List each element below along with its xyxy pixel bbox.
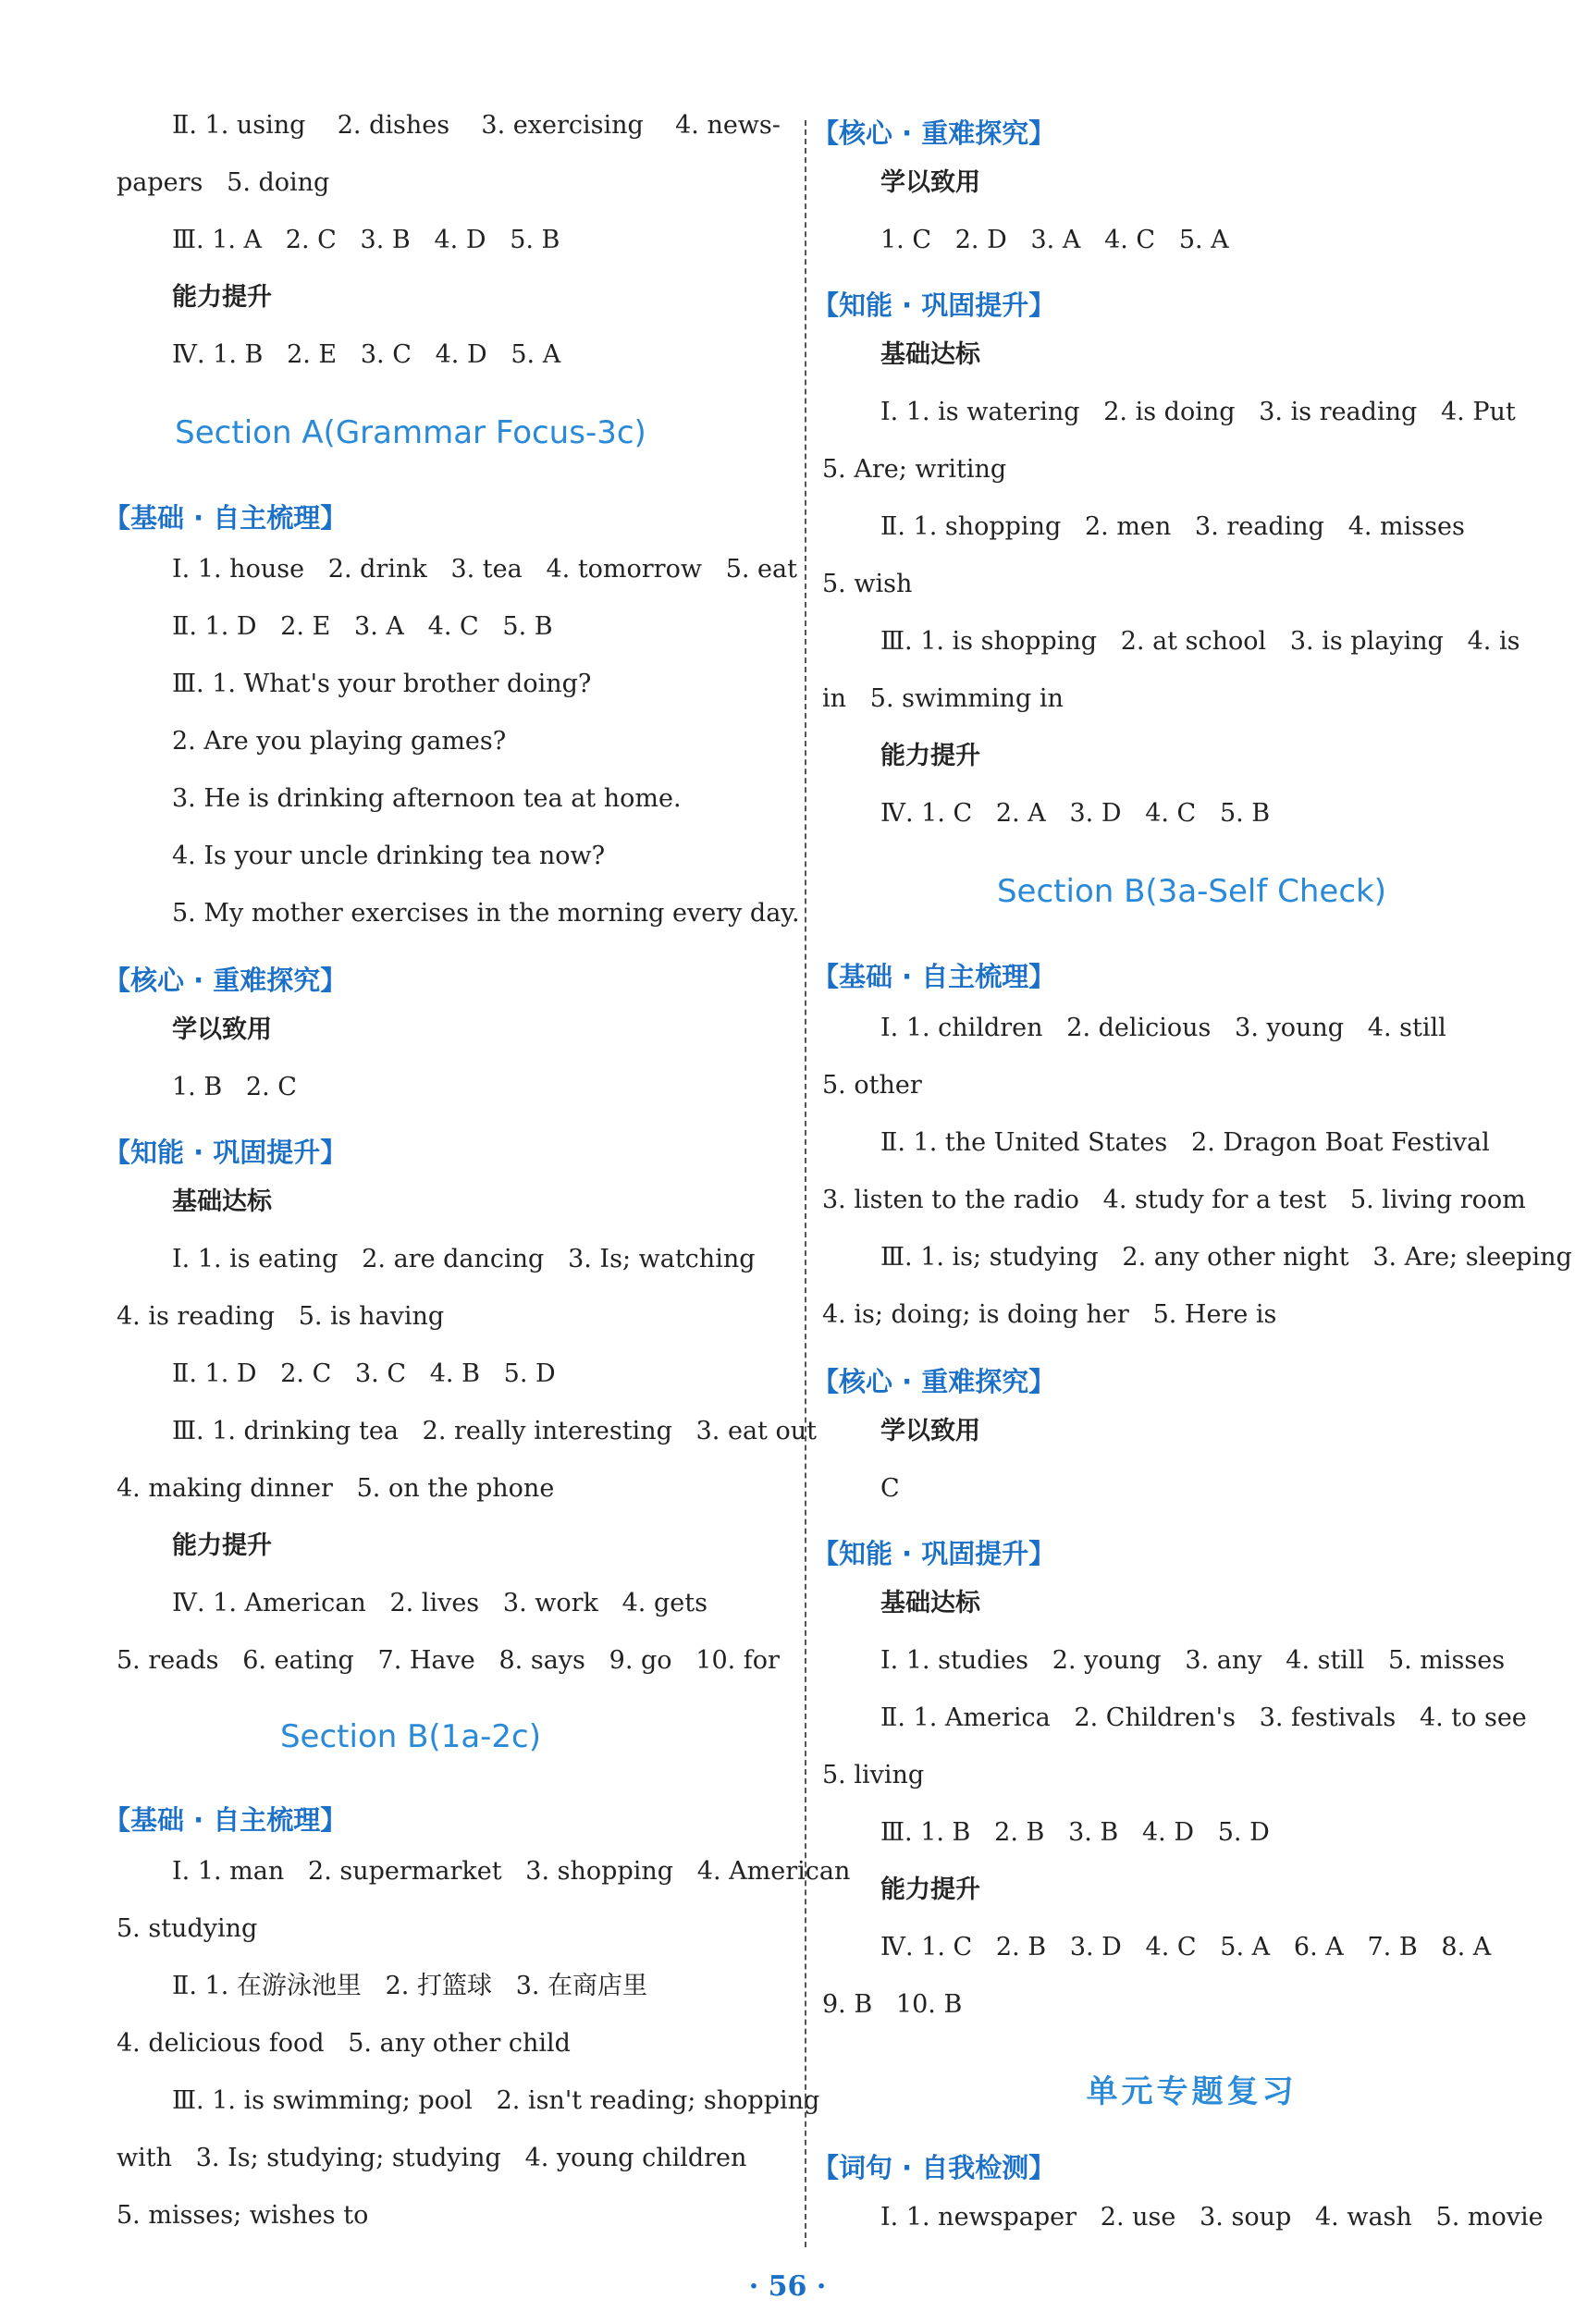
answer-line: Ⅰ. 1. man 2. supermarket 3. shopping 4. American (172, 1857, 851, 1886)
answer-line: 5. other (822, 1071, 922, 1100)
answer-line: with 3. Is; studying; studying 4. young children (117, 2144, 747, 2172)
subsection-label: 学以致用 (880, 1417, 980, 1445)
answer-line: Ⅲ. 1. B 2. B 3. B 4. D 5. D (880, 1818, 1270, 1847)
answer-line: 5. living (822, 1761, 925, 1789)
section-bracket-label: 【核心 · 重难探究】 (104, 965, 348, 996)
answer-line: Ⅱ. 1. America 2. Children's 3. festivals 4. to see (880, 1703, 1527, 1732)
answer-line: papers 5. doing (117, 168, 330, 197)
section-bracket-label: 【基础 · 自主梳理】 (104, 1804, 348, 1836)
section-bracket-label: 【知能 · 巩固提升】 (812, 289, 1056, 321)
answer-line: 2. Are you playing games? (172, 727, 507, 756)
answer-line: Ⅲ. 1. What's your brother doing? (172, 670, 592, 698)
answer-line: 1. B 2. C (172, 1073, 297, 1101)
subsection-label: 能力提升 (880, 742, 980, 770)
answer-line: Ⅰ. 1. is eating 2. are dancing 3. Is; watching (172, 1245, 756, 1273)
answer-line: Ⅱ. 1. the United States 2. Dragon Boat Festival (880, 1128, 1490, 1157)
answer-line: C (880, 1474, 900, 1503)
section-heading: Section B(3a-Self Check) (996, 873, 1387, 910)
answer-line: Ⅲ. 1. drinking tea 2. really interesting 3. eat out (172, 1417, 817, 1445)
answer-line: Ⅲ. 1. is swimming; pool 2. isn't reading; shopping (172, 2086, 820, 2115)
subsection-label: 学以致用 (880, 168, 980, 197)
answer-line: 3. listen to the radio 4. study for a test 5. living room (822, 1186, 1526, 1214)
page-number: · 56 · (748, 2270, 827, 2303)
answer-line: Ⅰ. 1. newspaper 2. use 3. soup 4. wash 5. movie (880, 2203, 1544, 2232)
section-bracket-label: 【基础 · 自主梳理】 (104, 502, 348, 534)
answer-line: Ⅱ. 1. using 2. dishes 3. exercising 4. news- (172, 111, 781, 140)
section-bracket-label: 【词句 · 自我检测】 (812, 2152, 1056, 2183)
answer-line: Ⅰ. 1. house 2. drink 3. tea 4. tomorrow 5. eat (172, 555, 797, 584)
answer-line: 4. is; doing; is doing her 5. Here is (822, 1300, 1277, 1329)
section-bracket-label: 【核心 · 重难探究】 (812, 117, 1056, 149)
section-bracket-label: 【知能 · 巩固提升】 (812, 1538, 1056, 1569)
section-heading: Section B(1a-2c) (279, 1718, 542, 1755)
answer-line: 5. misses; wishes to (117, 2201, 369, 2230)
answer-line: Ⅳ. 1. C 2. A 3. D 4. C 5. B (880, 799, 1271, 828)
subsection-label: 基础达标 (880, 1589, 980, 1617)
answer-line: 4. Is your uncle drinking tea now? (172, 842, 606, 870)
section-heading: 单元专题复习 (1086, 2073, 1298, 2110)
answer-line: Ⅲ. 1. is shopping 2. at school 3. is playing 4. is (880, 627, 1520, 656)
answer-line: 4. making dinner 5. on the phone (117, 1474, 555, 1503)
answer-line: in 5. swimming in (822, 684, 1064, 713)
answer-line: Ⅳ. 1. American 2. lives 3. work 4. gets (172, 1589, 708, 1617)
answer-line: Ⅱ. 1. D 2. C 3. C 4. B 5. D (172, 1359, 556, 1388)
section-bracket-label: 【基础 · 自主梳理】 (812, 961, 1056, 992)
answer-line: 3. He is drinking afternoon tea at home. (172, 784, 682, 813)
subsection-label: 基础达标 (172, 1187, 272, 1216)
answer-line: Ⅱ. 1. 在游泳池里 2. 打篮球 3. 在商店里 (172, 1972, 648, 2000)
answer-line: 4. is reading 5. is having (117, 1302, 445, 1331)
section-bracket-label: 【知能 · 巩固提升】 (104, 1137, 348, 1168)
subsection-label: 能力提升 (172, 283, 272, 312)
section-bracket-label: 【核心 · 重难探究】 (812, 1366, 1056, 1397)
answer-line: 5. studying (117, 1914, 258, 1943)
answer-line: Ⅱ. 1. D 2. E 3. A 4. C 5. B (172, 612, 553, 641)
answer-line: Ⅱ. 1. shopping 2. men 3. reading 4. misses (880, 512, 1465, 541)
answer-line: 5. Are; writing (822, 455, 1007, 484)
section-heading: Section A(Grammar Focus-3c) (175, 414, 646, 451)
column-divider (805, 120, 806, 2247)
answer-line: 5. wish (822, 570, 913, 598)
answer-line: Ⅰ. 1. children 2. delicious 3. young 4. still (880, 1014, 1446, 1042)
subsection-label: 能力提升 (880, 1875, 980, 1904)
subsection-label: 学以致用 (172, 1015, 272, 1044)
answer-line: 5. My mother exercises in the morning every day. (172, 899, 800, 928)
subsection-label: 基础达标 (880, 340, 980, 369)
answer-line: Ⅳ. 1. C 2. B 3. D 4. C 5. A 6. A 7. B 8. A (880, 1933, 1492, 1961)
answer-line: Ⅰ. 1. studies 2. young 3. any 4. still 5. misses (880, 1646, 1506, 1675)
subsection-label: 能力提升 (172, 1531, 272, 1560)
answer-line: 5. reads 6. eating 7. Have 8. says 9. go 10. for (117, 1646, 780, 1675)
answer-line: 1. C 2. D 3. A 4. C 5. A (880, 226, 1229, 254)
answer-line: Ⅲ. 1. is; studying 2. any other night 3. Are; sleeping (880, 1243, 1572, 1272)
answer-line: Ⅰ. 1. is watering 2. is doing 3. is reading 4. Put (880, 398, 1516, 426)
answer-line: 4. delicious food 5. any other child (117, 2029, 571, 2058)
answer-line: Ⅳ. 1. B 2. E 3. C 4. D 5. A (172, 340, 561, 369)
answer-line: Ⅲ. 1. A 2. C 3. B 4. D 5. B (172, 226, 560, 254)
answer-line: 9. B 10. B (822, 1990, 963, 2019)
